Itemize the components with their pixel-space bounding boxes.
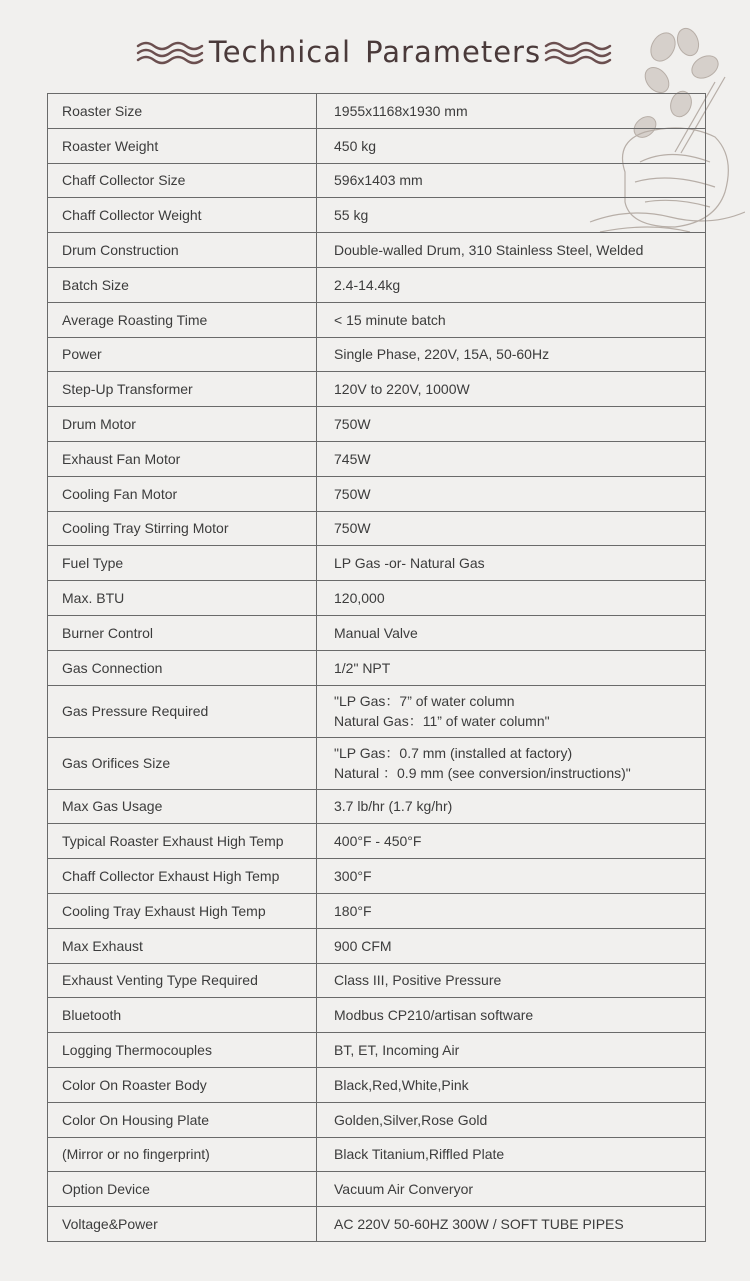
table-row xyxy=(48,546,706,581)
param-value: 2.4-14.4kg xyxy=(317,267,706,302)
param-value: 596x1403 mm xyxy=(317,163,706,198)
table-row xyxy=(48,685,706,737)
param-value: 900 CFM xyxy=(317,928,706,963)
table-row xyxy=(48,267,706,302)
param-label: Cooling Tray Exhaust High Temp xyxy=(48,893,317,928)
param-label: Max Exhaust xyxy=(48,928,317,963)
param-label: Chaff Collector Weight xyxy=(48,198,317,233)
param-value: 3.7 lb/hr (1.7 kg/hr) xyxy=(317,789,706,824)
param-value: 745W xyxy=(317,441,706,476)
param-value: Class III, Positive Pressure xyxy=(317,963,706,998)
table-row xyxy=(48,302,706,337)
param-label: Option Device xyxy=(48,1172,317,1207)
param-label: Bluetooth xyxy=(48,998,317,1033)
table-row xyxy=(48,476,706,511)
table-row xyxy=(48,963,706,998)
param-value: 300°F xyxy=(317,859,706,894)
param-value: 750W xyxy=(317,476,706,511)
param-label: Gas Pressure Required xyxy=(48,685,317,737)
table-row xyxy=(48,1102,706,1137)
table-row xyxy=(48,372,706,407)
table-row xyxy=(48,615,706,650)
param-label: Fuel Type xyxy=(48,546,317,581)
param-value: Single Phase, 220V, 15A, 50-60Hz xyxy=(317,337,706,372)
table-row xyxy=(48,94,706,129)
title-word-1: Technical xyxy=(208,35,352,69)
param-value: < 15 minute batch xyxy=(317,302,706,337)
param-value: Golden,Silver,Rose Gold xyxy=(317,1102,706,1137)
table-row xyxy=(48,163,706,198)
table-row xyxy=(48,198,706,233)
param-value-line: "LP Gas：7” of water column xyxy=(334,693,515,710)
table-row xyxy=(48,737,706,789)
param-label: Power xyxy=(48,337,317,372)
param-label: Logging Thermocouples xyxy=(48,1033,317,1068)
param-label: Exhaust Fan Motor xyxy=(48,441,317,476)
page-title xyxy=(209,26,541,78)
table-row xyxy=(48,1137,706,1172)
table-row xyxy=(48,128,706,163)
table-row xyxy=(48,441,706,476)
table-row xyxy=(48,1067,706,1102)
table-row xyxy=(48,893,706,928)
param-value: LP Gas -or- Natural Gas xyxy=(317,546,706,581)
param-label: Color On Roaster Body xyxy=(48,1067,317,1102)
table-row xyxy=(48,789,706,824)
table-row xyxy=(48,998,706,1033)
param-label: Drum Motor xyxy=(48,407,317,442)
param-label: (Mirror or no fingerprint) xyxy=(48,1137,317,1172)
param-value: 120,000 xyxy=(317,581,706,616)
param-value: Double-walled Drum, 310 Stainless Steel, Welded xyxy=(317,233,706,268)
param-value: 180°F xyxy=(317,893,706,928)
param-label: Cooling Fan Motor xyxy=(48,476,317,511)
param-value: 450 kg xyxy=(317,128,706,163)
param-value-line: "LP Gas：0.7 mm (installed at factory) xyxy=(334,745,573,762)
param-value: 750W xyxy=(317,511,706,546)
param-value: 1955x1168x1930 mm xyxy=(317,94,706,129)
table-row xyxy=(48,233,706,268)
table-row xyxy=(48,581,706,616)
param-value-line: Natural ：0.9 mm (see conversion/instructions)" xyxy=(334,765,631,782)
param-value: 55 kg xyxy=(317,198,706,233)
param-value: 120V to 220V, 1000W xyxy=(317,372,706,407)
param-value-line: Natural Gas：11” of water column" xyxy=(334,713,550,730)
param-label: Batch Size xyxy=(48,267,317,302)
table-row xyxy=(48,1172,706,1207)
table-row xyxy=(48,859,706,894)
param-label: Roaster Weight xyxy=(48,128,317,163)
param-value: Modbus CP210/artisan software xyxy=(317,998,706,1033)
param-value xyxy=(317,737,706,789)
param-label: Gas Connection xyxy=(48,650,317,685)
param-value: Vacuum Air Converyor xyxy=(317,1172,706,1207)
param-label: Color On Housing Plate xyxy=(48,1102,317,1137)
param-value: Black,Red,White,Pink xyxy=(317,1067,706,1102)
param-label: Chaff Collector Size xyxy=(48,163,317,198)
param-label: Cooling Tray Stirring Motor xyxy=(48,511,317,546)
param-label: Typical Roaster Exhaust High Temp xyxy=(48,824,317,859)
param-value: 1/2" NPT xyxy=(317,650,706,685)
param-label: Max Gas Usage xyxy=(48,789,317,824)
param-label: Burner Control xyxy=(48,615,317,650)
table-row xyxy=(48,824,706,859)
param-value xyxy=(317,685,706,737)
param-label: Drum Construction xyxy=(48,233,317,268)
table-row xyxy=(48,407,706,442)
param-label: Chaff Collector Exhaust High Temp xyxy=(48,859,317,894)
param-label: Gas Orifices Size xyxy=(48,737,317,789)
param-label: Voltage&Power xyxy=(48,1207,317,1242)
table-row xyxy=(48,511,706,546)
param-value: Manual Valve xyxy=(317,615,706,650)
param-label: Exhaust Venting Type Required xyxy=(48,963,317,998)
param-label: Step-Up Transformer xyxy=(48,372,317,407)
param-value: AC 220V 50-60HZ 300W / SOFT TUBE PIPES xyxy=(317,1207,706,1242)
table-row xyxy=(48,650,706,685)
param-value: BT, ET, Incoming Air xyxy=(317,1033,706,1068)
title-word-2: Parameters xyxy=(365,35,542,69)
table-row xyxy=(48,337,706,372)
wave-ornament-icon xyxy=(136,40,206,66)
table-row xyxy=(48,928,706,963)
parameters-table xyxy=(47,93,706,1242)
param-value: Black Titanium,Riffled Plate xyxy=(317,1137,706,1172)
param-label: Average Roasting Time xyxy=(48,302,317,337)
param-value: 400°F - 450°F xyxy=(317,824,706,859)
table-row xyxy=(48,1207,706,1242)
table-row xyxy=(48,1033,706,1068)
param-label: Max. BTU xyxy=(48,581,317,616)
param-value: 750W xyxy=(317,407,706,442)
param-label: Roaster Size xyxy=(48,94,317,129)
